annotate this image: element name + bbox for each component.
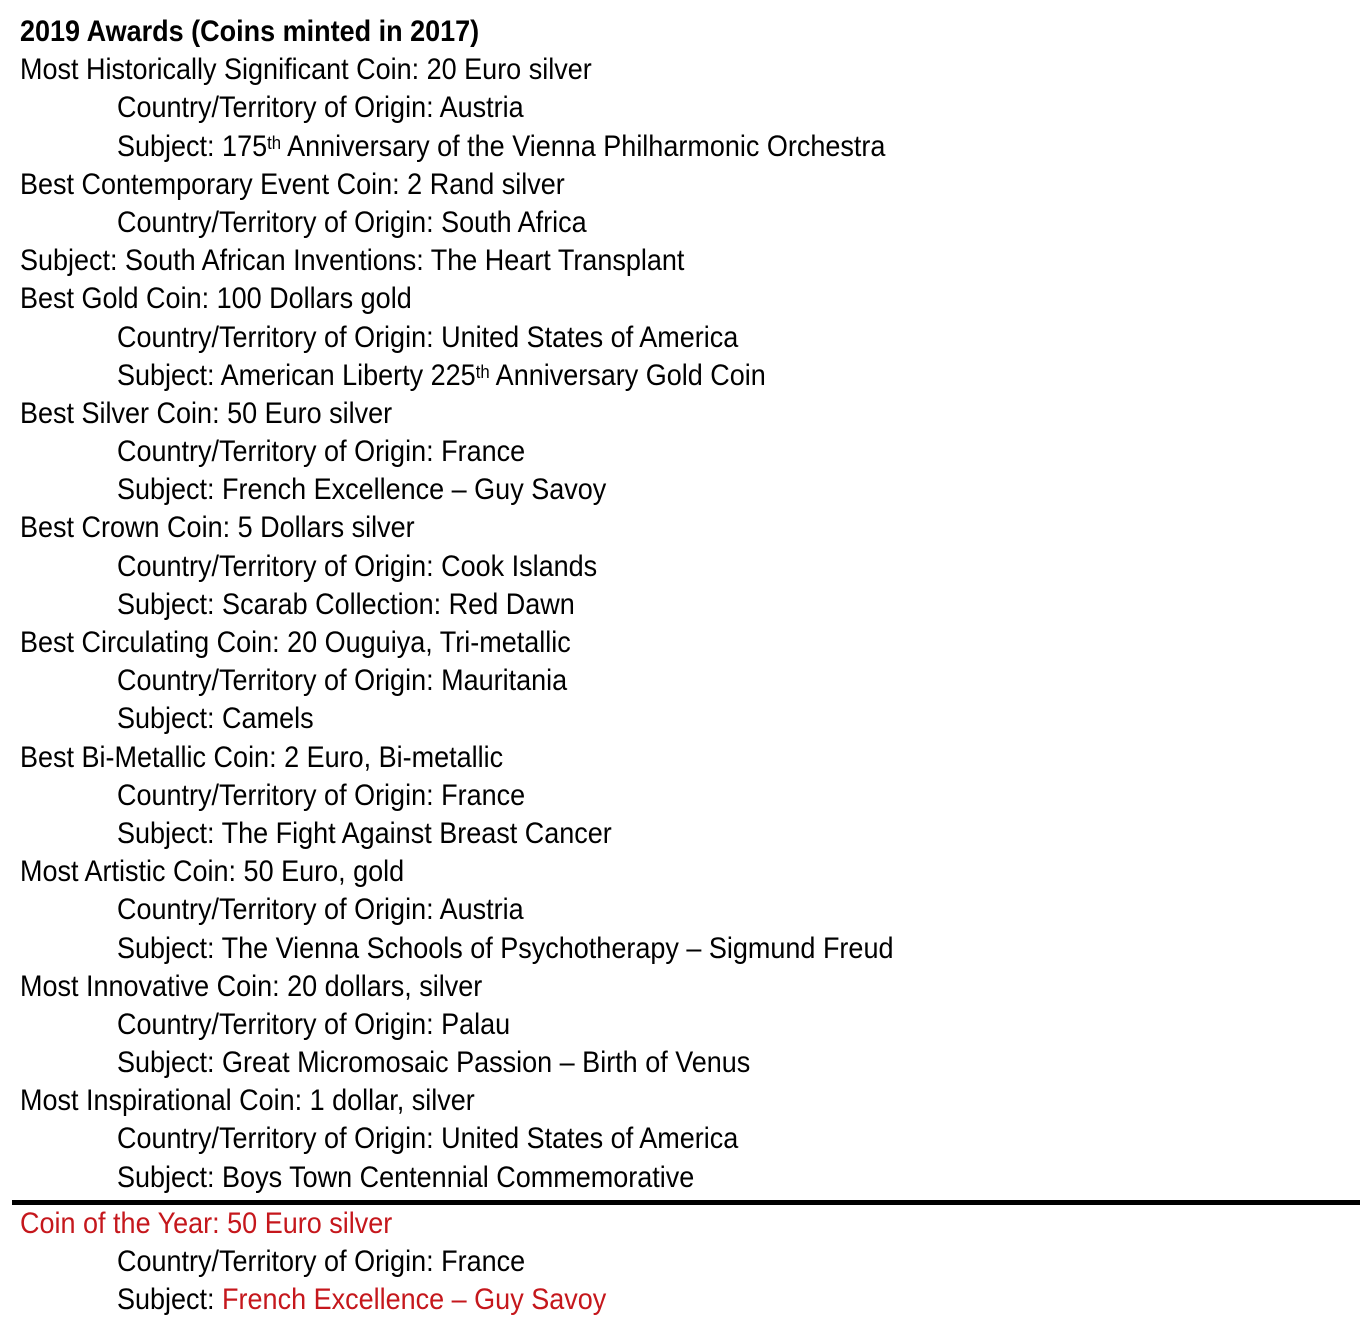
- award-text: Best Silver Coin: 50 Euro silver: [20, 396, 393, 430]
- award-text: Most Historically Significant Coin: 20 Euro silver: [20, 53, 592, 87]
- country-line: [20, 891, 1371, 929]
- award-text: Best Crown Coin: 5 Dollars silver: [20, 511, 415, 545]
- country-line: [20, 1006, 1371, 1044]
- subject-line: [20, 128, 1371, 166]
- subject-text-pre: Subject: French Excellence – Guy Savoy: [117, 473, 607, 507]
- country-text: Country/Territory of Origin: Cook Islands: [117, 549, 598, 583]
- subject-text: [20, 242, 684, 280]
- country-text: Country/Territory of Origin: France: [117, 435, 526, 469]
- country-text: Country/Territory of Origin: Palau: [117, 1007, 511, 1041]
- subject-text-pre: Subject: 175: [117, 129, 268, 163]
- subject-text-pre: Subject: Scarab Collection: Red Dawn: [117, 587, 575, 621]
- subject-line: [20, 357, 1371, 395]
- coin-of-year-award-text: Coin of the Year: 50 Euro silver: [20, 1206, 393, 1240]
- subject-text: [117, 1159, 694, 1197]
- award-line: [20, 166, 1371, 204]
- subject-text-pre: Subject: Boys Town Centennial Commemorative: [117, 1160, 695, 1194]
- subject-text-pre: Subject: American Liberty 225: [117, 358, 476, 392]
- subject-line: [20, 471, 1371, 509]
- subject-text: [117, 1044, 750, 1082]
- subject-text: [117, 930, 893, 968]
- award-line: [20, 280, 1371, 318]
- subject-text-pre: Subject: The Vienna Schools of Psychotherapy – Sigmund Freud: [117, 931, 894, 965]
- award-text: Most Inspirational Coin: 1 dollar, silver: [20, 1084, 475, 1118]
- award-line: [20, 968, 1371, 1006]
- award-text: Best Circulating Coin: 20 Ouguiya, Tri-metallic: [20, 626, 571, 659]
- award-text: Best Contemporary Event Coin: 2 Rand silver: [20, 167, 565, 201]
- subject-superscript: th: [267, 131, 282, 153]
- country-line: [20, 433, 1371, 471]
- country-line: [20, 204, 1371, 242]
- coin-of-year-award-line: [20, 1205, 1371, 1243]
- award-line: [20, 1082, 1371, 1120]
- coin-of-year-subject-value: French Excellence – Guy Savoy: [222, 1283, 607, 1317]
- subject-text-post: Anniversary of the Vienna Philharmonic Orchestra: [281, 129, 886, 163]
- coin-of-year-country-text: Country/Territory of Origin: France: [117, 1245, 526, 1278]
- page-title-text: 2019 Awards (Coins minted in 2017): [20, 15, 480, 48]
- subject-line: [20, 815, 1371, 853]
- subject-line: [20, 586, 1371, 624]
- country-text: Country/Territory of Origin: United States of America: [117, 1122, 739, 1156]
- subject-text-pre: Subject: Great Micromosaic Passion – Birth of Venus: [117, 1046, 751, 1080]
- country-text: Country/Territory of Origin: France: [117, 778, 526, 812]
- award-line: [20, 624, 1371, 662]
- coin-of-year-subject-label: Subject:: [117, 1283, 223, 1317]
- page-title: [20, 13, 1371, 51]
- subject-text: [117, 815, 612, 853]
- subject-line: [20, 242, 1371, 280]
- coin-of-year-country-line: [20, 1243, 1371, 1281]
- country-line: [20, 662, 1371, 700]
- subject-text-post: Anniversary Gold Coin: [489, 358, 766, 392]
- award-line: [20, 395, 1371, 433]
- subject-superscript: th: [475, 360, 490, 382]
- subject-text: [117, 357, 766, 395]
- award-text: Best Bi-Metallic Coin: 2 Euro, Bi-metallic: [20, 740, 504, 774]
- country-text: Country/Territory of Origin: Mauritania: [117, 664, 568, 698]
- award-line: [20, 739, 1371, 777]
- country-text: Country/Territory of Origin: Austria: [117, 893, 524, 927]
- subject-line: [20, 930, 1371, 968]
- award-line: [20, 853, 1371, 891]
- award-text: Most Innovative Coin: 20 dollars, silver: [20, 969, 483, 1003]
- subject-text-pre: Subject: South African Inventions: The Heart Transplant: [20, 244, 685, 278]
- coin-of-year-subject-line: [20, 1281, 1371, 1319]
- country-text: Country/Territory of Origin: South Africa: [117, 205, 587, 239]
- award-line: [20, 509, 1371, 547]
- subject-line: [20, 1044, 1371, 1082]
- subject-text-pre: Subject: Camels: [117, 702, 314, 736]
- subject-line: [20, 700, 1371, 738]
- award-text: Best Gold Coin: 100 Dollars gold: [20, 282, 412, 316]
- subject-text: [117, 471, 606, 509]
- subject-line: [20, 1159, 1371, 1197]
- country-text: Country/Territory of Origin: Austria: [117, 91, 524, 125]
- award-text: Most Artistic Coin: 50 Euro, gold: [20, 855, 405, 889]
- subject-text: [117, 128, 885, 166]
- country-line: [20, 548, 1371, 586]
- country-text: Country/Territory of Origin: United States of America: [117, 320, 739, 354]
- subject-text: [117, 586, 575, 624]
- subject-text-pre: Subject: The Fight Against Breast Cancer: [117, 816, 612, 850]
- country-line: [20, 319, 1371, 357]
- award-line: [20, 51, 1371, 89]
- country-line: [20, 1120, 1371, 1158]
- coin-of-year-subject-text: [117, 1281, 606, 1319]
- subject-text: [117, 700, 314, 738]
- country-line: [20, 89, 1371, 127]
- country-line: [20, 777, 1371, 815]
